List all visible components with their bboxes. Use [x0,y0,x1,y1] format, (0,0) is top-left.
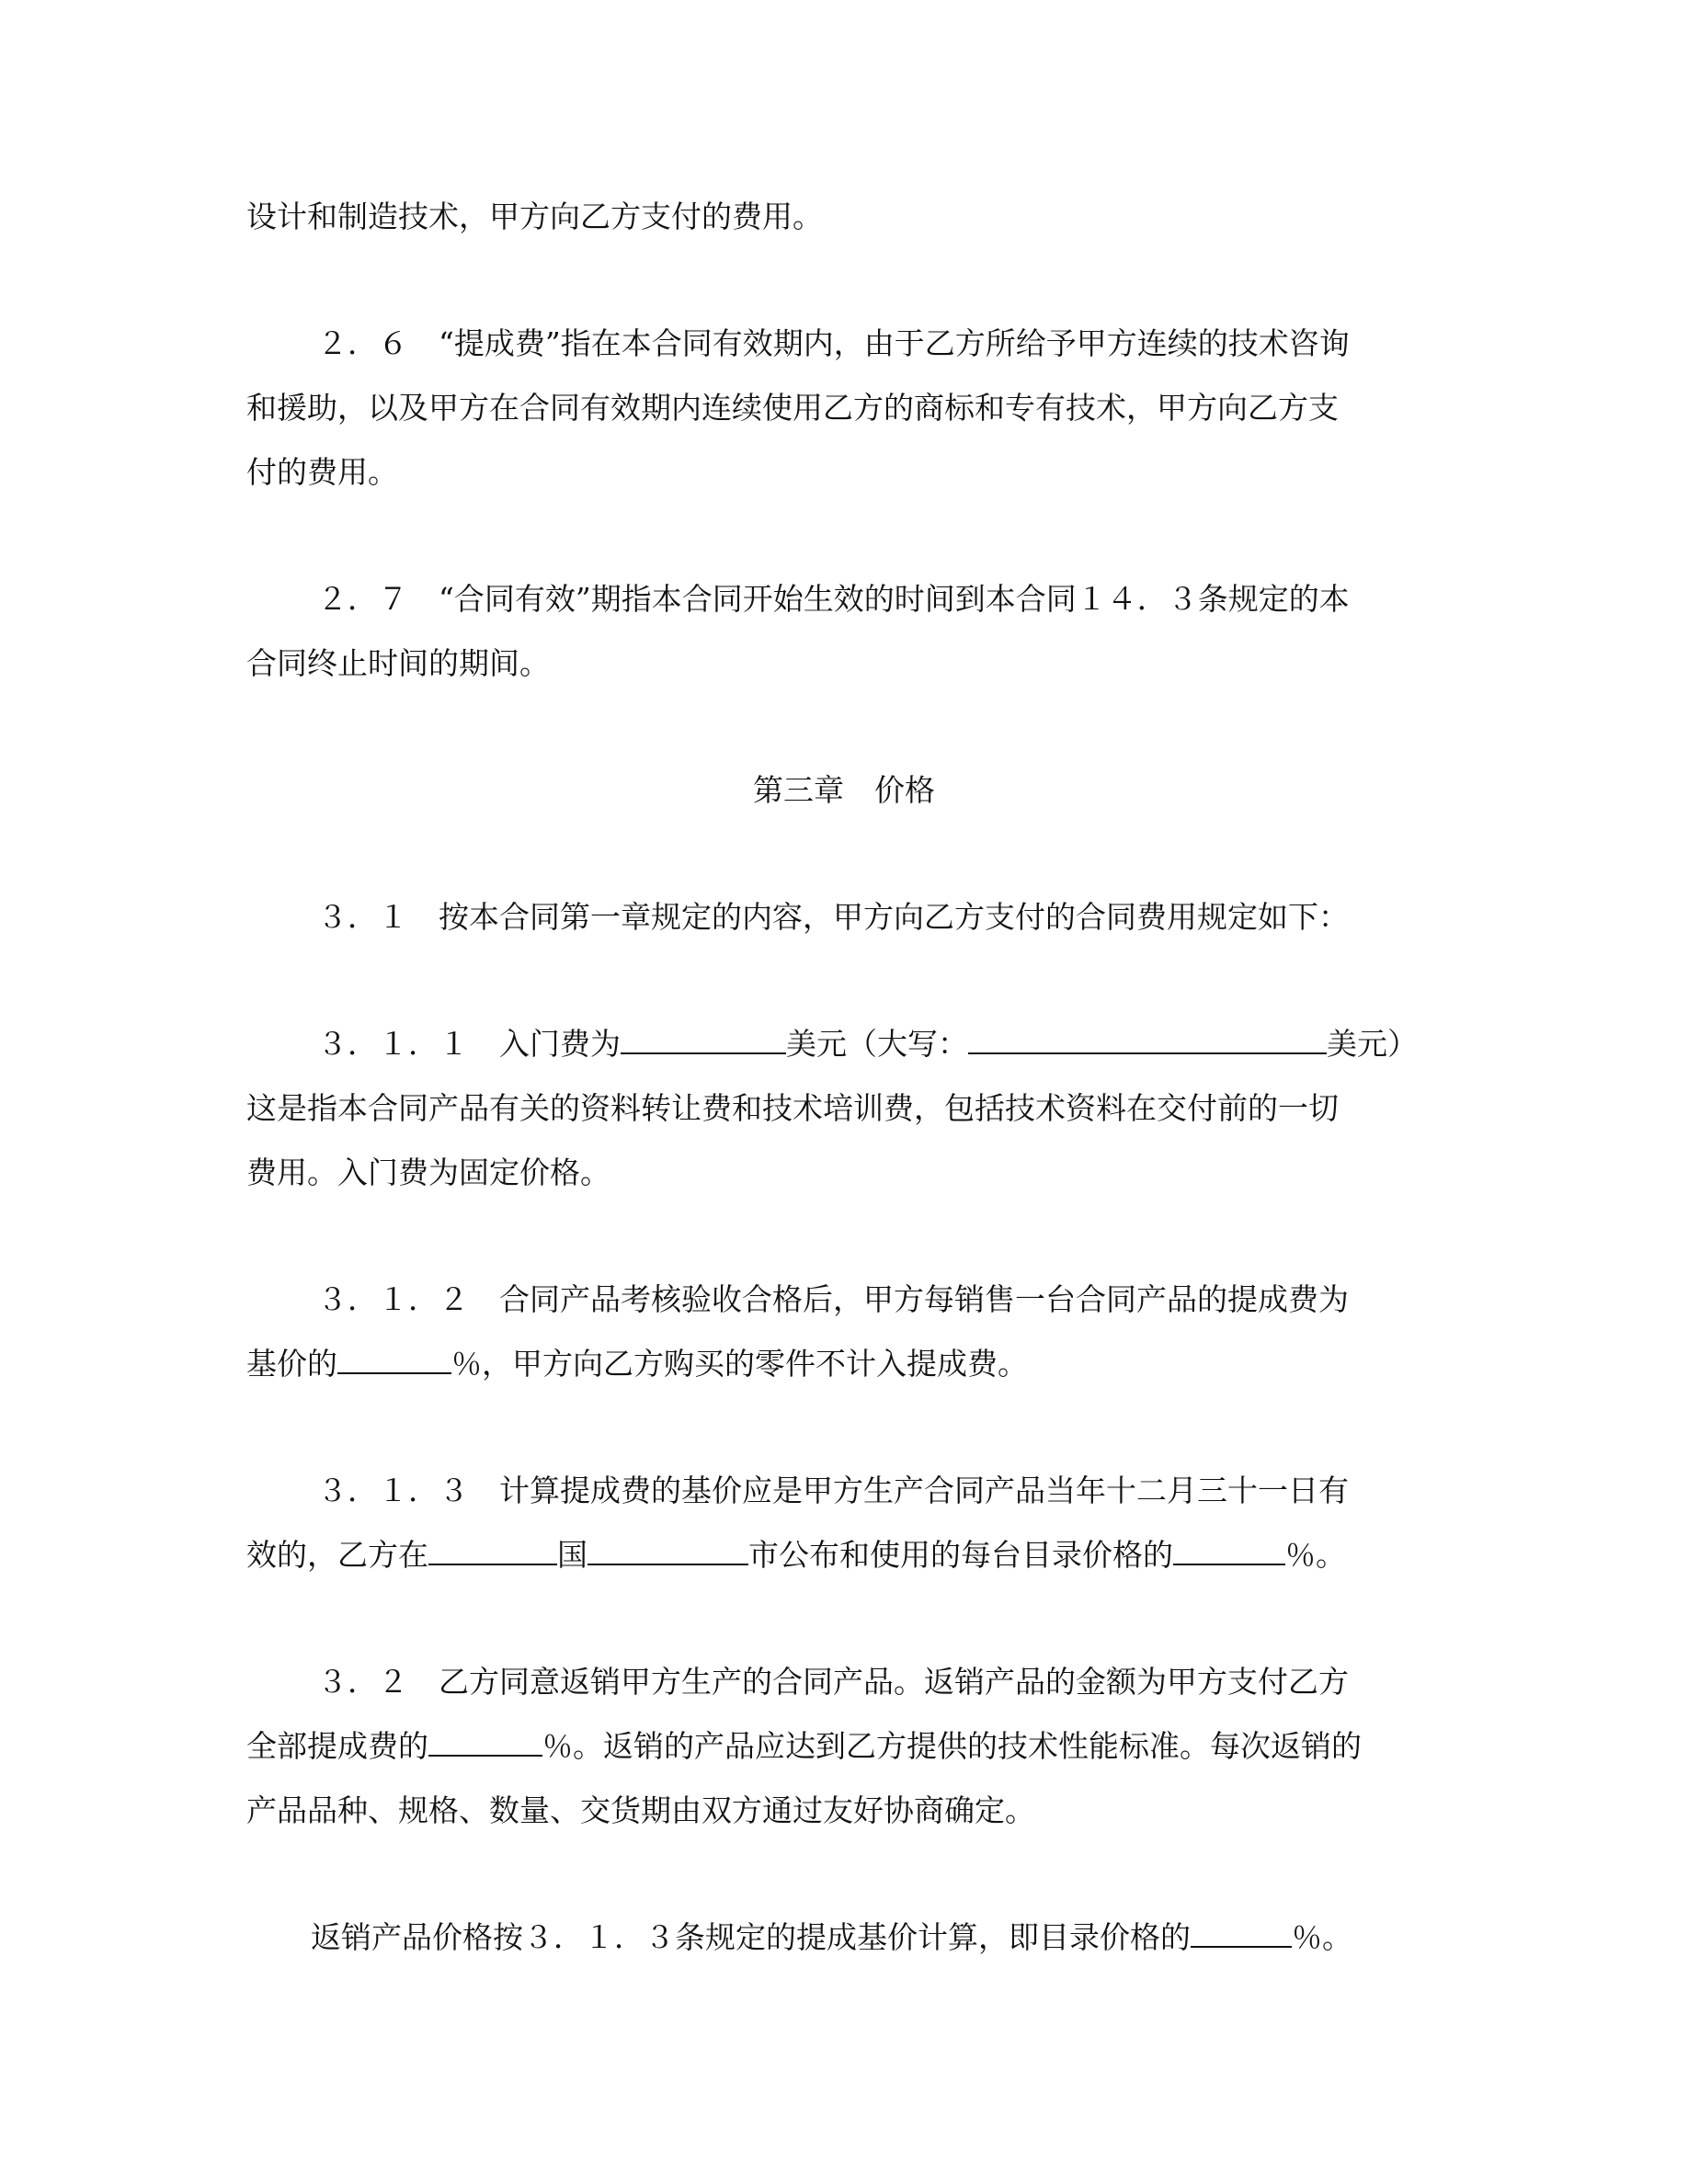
clause-text: ％，甲方向乙方购买的零件不计入提成费。 [451,1346,1028,1382]
clause-3-2-line-2 [246,1728,1362,1765]
clause-text: 全部提成费的 [246,1728,428,1764]
clause-3-1-2-line-2 [246,1346,1028,1382]
clause-2-6-line-3: 付的费用。 [246,454,398,490]
clause-text: 国 [557,1537,587,1573]
clause-2-6-line-1: ２．６ “提成费”指在本合同有效期内，由于乙方所给予甲方连续的技术咨询 [317,325,1350,361]
fill-in-blank-percent [1173,1538,1285,1565]
clause-text: 返销产品价格按３．１．３条规定的提成基价计算，即目录价格的 [311,1919,1191,1955]
clause-3-1-1-line-3: 费用。入门费为固定价格。 [246,1155,610,1190]
clause-3-2-line-3: 产品品种、规格、数量、交货期由双方通过友好协商确定。 [246,1792,1035,1828]
clause-3-2-line-1: ３．２ 乙方同意返销甲方生产的合同产品。返销产品的金额为甲方支付乙方 [317,1664,1349,1700]
fill-in-blank-country [428,1538,557,1565]
clause-text: 市公布和使用的每台目录价格的 [748,1537,1173,1573]
clause-3-1-1-line-2: 这是指本合同产品有关的资料转让费和技术培训费，包括技术资料在交付前的一切 [246,1090,1339,1126]
fill-in-blank-city [587,1538,748,1565]
fill-in-blank-percent [337,1347,451,1374]
clause-text: ％。返销的产品应达到乙方提供的技术性能标准。每次返销的 [542,1728,1362,1764]
resale-price-line [311,1919,1352,1956]
clause-text: 基价的 [246,1346,337,1382]
clause-3-1-line: ３．１ 按本合同第一章规定的内容，甲方向乙方支付的合同费用规定如下： [317,899,1349,935]
clause-text: 美元（大写： [786,1026,968,1062]
chapter-title: 第三章 价格 [753,772,935,808]
clause-text: ％。 [1285,1537,1346,1573]
clause-text: 美元） [1327,1026,1418,1062]
clause-3-1-1-line-1 [317,1026,1418,1063]
fill-in-blank-amount [621,1027,786,1054]
clause-2-7-line-2: 合同终止时间的期间。 [246,645,550,681]
clause-text: ３．１．１ 入门费为 [317,1026,621,1062]
clause-2-6-line-2: 和援助，以及甲方在合同有效期内连续使用乙方的商标和专有技术，甲方向乙方支 [246,390,1339,426]
clause-text: 效的，乙方在 [246,1537,428,1573]
clause-3-1-3-line-1: ３．１．３ 计算提成费的基价应是甲方生产合同产品当年十二月三十一日有 [317,1473,1349,1508]
clause-3-1-2-line-1: ３．１．２ 合同产品考核验收合格后，甲方每销售一台合同产品的提成费为 [317,1281,1349,1317]
fill-in-blank-percent [428,1729,542,1757]
paragraph-line: 设计和制造技术，甲方向乙方支付的费用。 [246,199,823,234]
clause-text: ％。 [1292,1919,1352,1955]
fill-in-blank-amount-words [968,1027,1327,1054]
fill-in-blank-percent [1191,1920,1292,1948]
clause-2-7-line-1: ２．７ “合同有效”期指本合同开始生效的时间到本合同１４．３条规定的本 [317,581,1350,617]
clause-3-1-3-line-2 [246,1537,1346,1574]
